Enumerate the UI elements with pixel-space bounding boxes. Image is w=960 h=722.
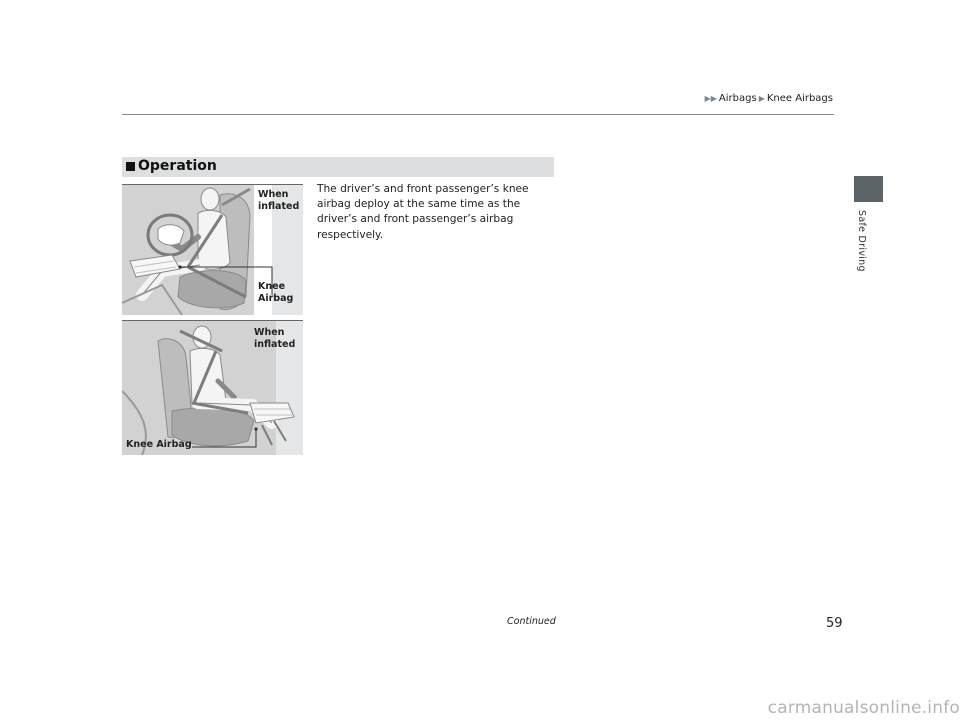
callout-knee-airbag: Knee Airbag <box>258 281 294 304</box>
breadcrumb-item-airbags[interactable]: Airbags <box>718 93 757 104</box>
page-number: 59 <box>826 616 843 631</box>
callout-knee-airbag: Knee Airbag <box>126 439 192 450</box>
square-bullet-icon <box>126 162 135 171</box>
callout-when-inflated: When inflated <box>254 327 296 350</box>
chapter-tab[interactable] <box>854 176 883 202</box>
figure-passenger-knee-airbag <box>122 320 303 455</box>
watermark: carmanualsonline.info <box>767 698 960 718</box>
body-paragraph: The driver’s and front passenger’s knee airbag deploy at the same time as the driver’s and front passenger’s airbag respectively. <box>317 183 529 241</box>
breadcrumb-separator-icon: ▶ <box>758 94 765 103</box>
section-title-text: Operation <box>138 158 217 174</box>
chapter-label: Safe Driving <box>856 210 867 272</box>
section-title <box>126 158 217 174</box>
callout-when-inflated: When inflated <box>258 189 300 212</box>
breadcrumb-arrow-icon: ▶▶ <box>704 94 717 103</box>
continued-label: Continued <box>507 616 556 627</box>
breadcrumb-item-knee-airbags[interactable]: Knee Airbags <box>766 93 833 104</box>
header-rule <box>122 114 834 115</box>
breadcrumb <box>705 93 833 104</box>
figure-driver-knee-airbag <box>122 184 303 315</box>
